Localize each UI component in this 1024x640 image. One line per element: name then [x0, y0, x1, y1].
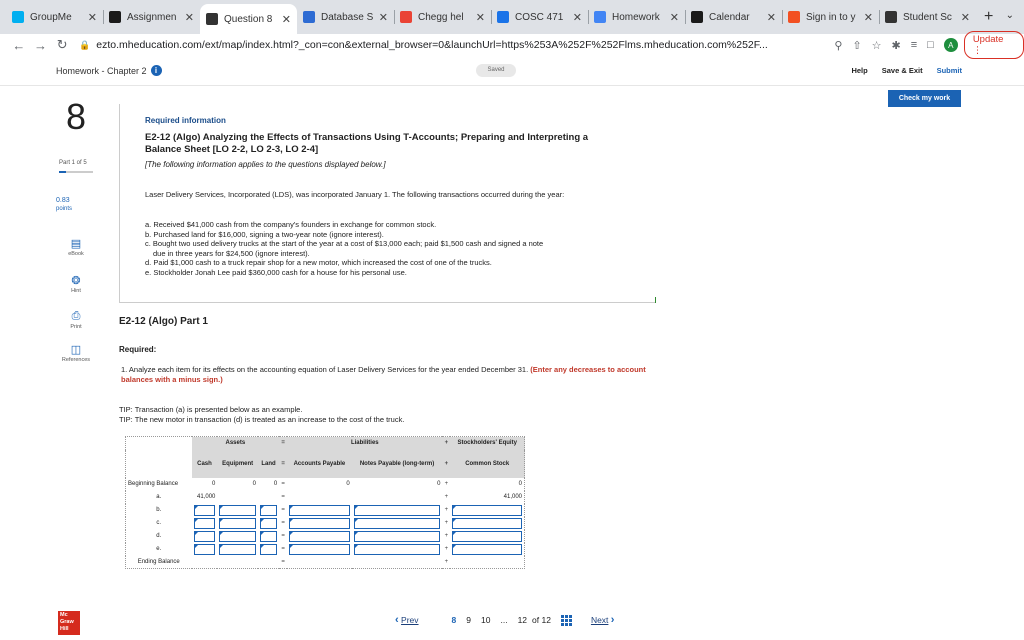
notes-payable-input: [352, 517, 443, 530]
row-label: b.: [126, 504, 192, 517]
app-header: [0, 56, 1024, 86]
equipment-input: [217, 517, 258, 530]
table-row: [126, 504, 525, 517]
plus-sign: +: [444, 507, 449, 513]
chevron-left-icon[interactable]: ‹: [395, 614, 399, 626]
globe-icon: [885, 11, 897, 23]
chapter-title: Homework - Chapter 2: [56, 65, 147, 76]
equals-sign: =: [281, 481, 285, 487]
points-value: 0.83: [56, 197, 70, 204]
save-exit-link[interactable]: Save & Exit: [881, 66, 923, 75]
microsoft-icon: [788, 11, 800, 23]
amount-input[interactable]: [219, 544, 256, 555]
browser-tab[interactable]: [6, 4, 103, 30]
tip-1: TIP: Transaction (a) is presented below as an example.: [119, 405, 303, 414]
plus-sign: +: [444, 558, 449, 565]
address-bar: [0, 34, 1024, 56]
logo-line-2: Graw: [60, 619, 74, 625]
cash-input: [192, 517, 218, 530]
tip-2: TIP: The new motor in transaction (d) is treated as an increase to the cost of the truck.: [119, 415, 405, 424]
browser-tab-strip: [0, 0, 1024, 34]
tab-label: Homework: [612, 11, 660, 23]
question-number: 8: [66, 96, 87, 137]
window-icon[interactable]: □: [927, 39, 934, 51]
row-label: Beginning Balance: [126, 478, 192, 491]
amount-input[interactable]: [260, 518, 277, 529]
col-cash: Cash: [192, 450, 218, 478]
amount-input[interactable]: [354, 505, 441, 516]
globe-icon: [206, 13, 218, 25]
share-icon[interactable]: ⇧: [852, 39, 862, 52]
amount-input[interactable]: [452, 518, 522, 529]
help-link[interactable]: Help: [851, 66, 868, 75]
amount-input[interactable]: [219, 505, 256, 516]
common-stock-input: [450, 543, 524, 556]
col-common-stock: Common Stock: [450, 450, 524, 478]
forward-icon[interactable]: →: [34, 37, 48, 53]
transaction-item: d. Paid $1,000 cash to a truck repair shop for a new motor, which increased the cost of one of the trucks.: [145, 258, 492, 267]
equals-sign: =: [281, 533, 285, 539]
drive-icon: [497, 11, 509, 23]
blank-cell: [258, 491, 279, 504]
accounts-payable-input: [287, 530, 352, 543]
groupme-icon: [12, 11, 24, 23]
mcgraw-hill-logo: [58, 611, 80, 635]
back-icon[interactable]: ←: [12, 37, 26, 53]
extension-icon[interactable]: ✱: [891, 39, 901, 52]
col-equipment: Equipment: [217, 450, 258, 478]
cell-value: 41,000: [197, 494, 216, 500]
close-icon[interactable]: ✕: [475, 11, 485, 24]
hint-label: Hint: [71, 288, 81, 294]
plus-sign: +: [444, 533, 449, 539]
blank-cell: [217, 491, 258, 504]
table-row: [126, 517, 525, 530]
row-label: d.: [126, 530, 192, 543]
info-note: [The following information applies to the questions displayed below.]: [145, 160, 386, 169]
hint-button[interactable]: [56, 274, 96, 294]
mcgraw-connect-icon: [691, 11, 703, 23]
common-stock-input: [450, 504, 524, 517]
table-row-ending: [126, 556, 525, 569]
check-my-work-button[interactable]: Check my work: [888, 90, 961, 107]
amount-input[interactable]: [219, 531, 256, 542]
row-label: a.: [126, 491, 192, 504]
points-label: points: [56, 206, 73, 212]
equity-header: Stockholders' Equity: [450, 437, 524, 450]
playlist-icon[interactable]: ≡: [910, 39, 918, 51]
col-accounts-payable: Accounts Payable: [287, 450, 352, 478]
profile-avatar[interactable]: A: [944, 38, 958, 52]
cell-value: 0: [346, 481, 350, 487]
equals-sign: =: [281, 494, 285, 500]
land-input: [258, 517, 279, 530]
page-number[interactable]: 10: [481, 615, 491, 625]
table-row: [126, 478, 525, 491]
cell-value: 0: [212, 481, 216, 487]
row-label: Ending Balance: [126, 556, 192, 569]
cell-value: 0: [437, 481, 441, 487]
instruction-warning: (Enter any decreases to account balances with a minus sign.): [121, 365, 646, 384]
browser-tab[interactable]: [491, 4, 588, 30]
reload-icon[interactable]: ↻: [56, 37, 68, 52]
close-icon[interactable]: ✕: [184, 11, 194, 24]
amount-input[interactable]: [260, 544, 277, 555]
equipment-input: [217, 504, 258, 517]
tab-search-icon[interactable]: ⌄: [1005, 10, 1014, 21]
lock-icon: 🔒: [79, 39, 91, 50]
cash-input: [192, 504, 218, 517]
saved-badge: Saved: [476, 64, 516, 77]
part-progress-fill: [59, 171, 66, 173]
cell-value: 0: [252, 481, 256, 487]
instruction-text: 1. Analyze each item for its effects on the accounting equation of Laser Delivery Services for the year ended December 31.: [121, 365, 529, 374]
amount-input[interactable]: [452, 544, 522, 555]
references-icon: ◫: [70, 343, 82, 356]
amount-input[interactable]: [354, 518, 441, 529]
ebook-label: eBook: [68, 251, 84, 257]
close-icon[interactable]: ✕: [281, 13, 291, 26]
print-button[interactable]: [56, 310, 96, 330]
cell-value: 0: [518, 481, 522, 487]
page-of-label: of 12: [532, 615, 551, 625]
blank-cell: [126, 437, 192, 450]
transaction-item: a. Received $41,000 cash from the company's founders in exchange for common stock.: [145, 220, 437, 229]
ending-cs: [450, 556, 524, 569]
close-icon[interactable]: ✕: [766, 11, 776, 24]
amount-input[interactable]: [219, 518, 256, 529]
common-stock-input: [450, 517, 524, 530]
amount-input[interactable]: [194, 531, 216, 542]
grid-icon[interactable]: [561, 615, 571, 625]
browser-tab[interactable]: [685, 4, 782, 30]
url-field[interactable]: [79, 39, 828, 51]
tab-label: Calendar: [709, 11, 750, 23]
new-tab-button[interactable]: +: [984, 8, 994, 25]
accounts-payable-input: [287, 543, 352, 556]
mcgraw-connect-icon: [109, 11, 121, 23]
references-button[interactable]: [56, 343, 96, 363]
part-title: E2-12 (Algo) Part 1: [119, 316, 208, 327]
references-label: References: [61, 357, 91, 363]
blank-cell: [352, 491, 443, 504]
table-row: [126, 543, 525, 556]
equals-sign: =: [281, 558, 285, 565]
table-row: [126, 530, 525, 543]
zoom-icon[interactable]: ⚲: [834, 39, 843, 52]
amount-input[interactable]: [289, 518, 350, 529]
blank-cell: [287, 491, 352, 504]
amount-input[interactable]: [194, 505, 216, 516]
browser-tab[interactable]: [588, 4, 685, 30]
pagination: [395, 614, 614, 626]
gmail-icon: [400, 11, 412, 23]
prev-link[interactable]: Prev: [401, 615, 419, 625]
tab-label: Student Sc: [903, 11, 952, 23]
ebook-button[interactable]: [56, 237, 96, 257]
cell-value: 0: [273, 481, 278, 487]
close-icon[interactable]: ✕: [378, 11, 388, 24]
page-number[interactable]: 12: [517, 615, 528, 625]
transaction-item: b. Purchased land for $16,000, signing a two-year note (ignore interest).: [145, 229, 384, 239]
bookmark-star-icon[interactable]: ☆: [871, 39, 882, 52]
notes-payable-input: [352, 504, 443, 517]
row-label: e.: [126, 543, 192, 556]
problem-intro: Laser Delivery Services, Incorporated (LDS), was incorporated January 1. The following transactions occurred during the year:: [145, 190, 565, 199]
cash-input: [192, 543, 218, 556]
amount-input[interactable]: [194, 544, 216, 555]
accounting-equation-table: [125, 436, 525, 569]
amount-input[interactable]: [289, 544, 350, 555]
accounts-payable-input: [287, 517, 352, 530]
logo-line-3: Hill: [60, 626, 69, 632]
part-of-label: Part 1 of 5: [59, 160, 87, 166]
book-icon: ▤: [70, 237, 82, 250]
tab-label: GroupMe: [30, 11, 72, 23]
tab-label: Chegg hel: [418, 11, 464, 23]
common-stock-input: [450, 530, 524, 543]
close-icon[interactable]: ✕: [87, 11, 97, 24]
browser-tab[interactable]: [297, 4, 394, 30]
plus-sign: +: [444, 520, 449, 526]
ending-equipment: [217, 556, 258, 569]
tab-label: Database S: [321, 11, 374, 23]
submit-link[interactable]: Submit: [936, 66, 962, 75]
required-instruction: [121, 365, 661, 385]
tab-label: Question 8: [224, 13, 273, 25]
tab-label: Assignmen: [127, 11, 177, 23]
update-label: Update: [972, 34, 1004, 45]
update-button[interactable]: Update ⋮: [964, 31, 1024, 59]
plus-sign: +: [442, 450, 450, 478]
next-link[interactable]: Next: [590, 615, 609, 625]
browser-tab[interactable]: [103, 4, 200, 30]
input-rows: [126, 504, 525, 556]
tab-label: COSC 471: [515, 11, 564, 23]
amount-input[interactable]: [260, 505, 277, 516]
plus-sign: +: [444, 481, 449, 487]
amount-input[interactable]: [289, 531, 350, 542]
amount-input[interactable]: [289, 505, 350, 516]
plus-sign: +: [442, 437, 450, 450]
close-icon[interactable]: ✕: [669, 11, 679, 24]
notes-payable-input: [352, 530, 443, 543]
equals-sign: =: [281, 520, 285, 526]
liabilities-header: Liabilities: [287, 437, 442, 450]
tab-label: Sign in to y: [806, 11, 856, 23]
transaction-item: e. Stockholder Jonah Lee paid $360,000 cash for a house for his personal use.: [145, 267, 407, 277]
amount-input[interactable]: [194, 518, 216, 529]
land-input: [258, 530, 279, 543]
browser-tab[interactable]: [200, 4, 297, 34]
browser-tab[interactable]: [879, 4, 976, 30]
col-land: Land: [258, 450, 279, 478]
close-icon[interactable]: ✕: [960, 11, 970, 24]
ending-np: [352, 556, 443, 569]
close-icon[interactable]: ✕: [572, 11, 582, 24]
equipment-input: [217, 543, 258, 556]
required-info-panel: [119, 104, 655, 303]
page-ellipsis: ...: [500, 615, 508, 625]
assets-header: Assets: [192, 437, 280, 450]
transaction-item: c. Bought two used delivery trucks at the start of the year at a cost of $13,000 each; paid $1,500 cash and signed a note: [145, 239, 544, 248]
print-label: Print: [70, 324, 82, 330]
notes-payable-input: [352, 543, 443, 556]
equals-sign: =: [279, 437, 287, 450]
plus-sign: +: [444, 546, 449, 552]
transactions-list: [145, 220, 645, 277]
required-info-title: Required information: [145, 116, 226, 125]
ending-ap: [287, 556, 352, 569]
cell-value: 41,000: [503, 494, 522, 500]
logo-line-1: Mc: [60, 612, 68, 618]
required-label: Required:: [119, 345, 157, 354]
blank-cell: [126, 450, 192, 478]
equals-sign: =: [281, 546, 285, 552]
browser-tab[interactable]: [782, 4, 879, 30]
equals-sign: =: [279, 450, 287, 478]
amount-input[interactable]: [260, 531, 277, 542]
land-input: [258, 543, 279, 556]
info-icon[interactable]: i: [151, 65, 162, 76]
database-icon: [303, 11, 315, 23]
ending-cash: [192, 556, 218, 569]
printer-icon: ⎙: [71, 309, 81, 322]
amount-input[interactable]: [354, 531, 441, 542]
amount-input[interactable]: [354, 544, 441, 555]
amount-input[interactable]: [452, 531, 522, 542]
equipment-input: [217, 530, 258, 543]
browser-tab[interactable]: [394, 4, 491, 30]
chevron-right-icon[interactable]: ›: [610, 614, 615, 626]
url-text: ezto.mheducation.com/ext/map/index.html?_con=con&external_browser=0&launchUrl=https%253A%252F%252Flms.mheducation.com%252F...: [96, 39, 768, 51]
cash-input: [192, 530, 218, 543]
close-icon[interactable]: ✕: [863, 11, 873, 24]
problem-heading: E2-12 (Algo) Analyzing the Effects of Transactions Using T-Accounts; Preparing and Interpreting a Balance Sheet [LO 2-2, LO 2-3, LO 2-4]: [145, 132, 589, 155]
docs-icon: [594, 11, 606, 23]
page-numbers: [447, 615, 533, 625]
amount-input[interactable]: [452, 505, 522, 516]
lifebuoy-icon: ❂: [71, 274, 81, 287]
table-row: [126, 491, 525, 504]
part-progress-bar: [59, 171, 93, 173]
accounts-payable-input: [287, 504, 352, 517]
land-input: [258, 504, 279, 517]
col-notes-payable: Notes Payable (long-term): [352, 450, 443, 478]
page-number[interactable]: 9: [466, 615, 471, 625]
row-label: c.: [126, 517, 192, 530]
page-number[interactable]: 8: [451, 615, 457, 625]
equals-sign: =: [281, 507, 285, 513]
chapter-title-wrap: [56, 65, 162, 76]
ending-land: [258, 556, 279, 569]
plus-sign: +: [444, 494, 449, 500]
transaction-item: due in three years for $24,500 (ignore interest).: [153, 248, 310, 258]
